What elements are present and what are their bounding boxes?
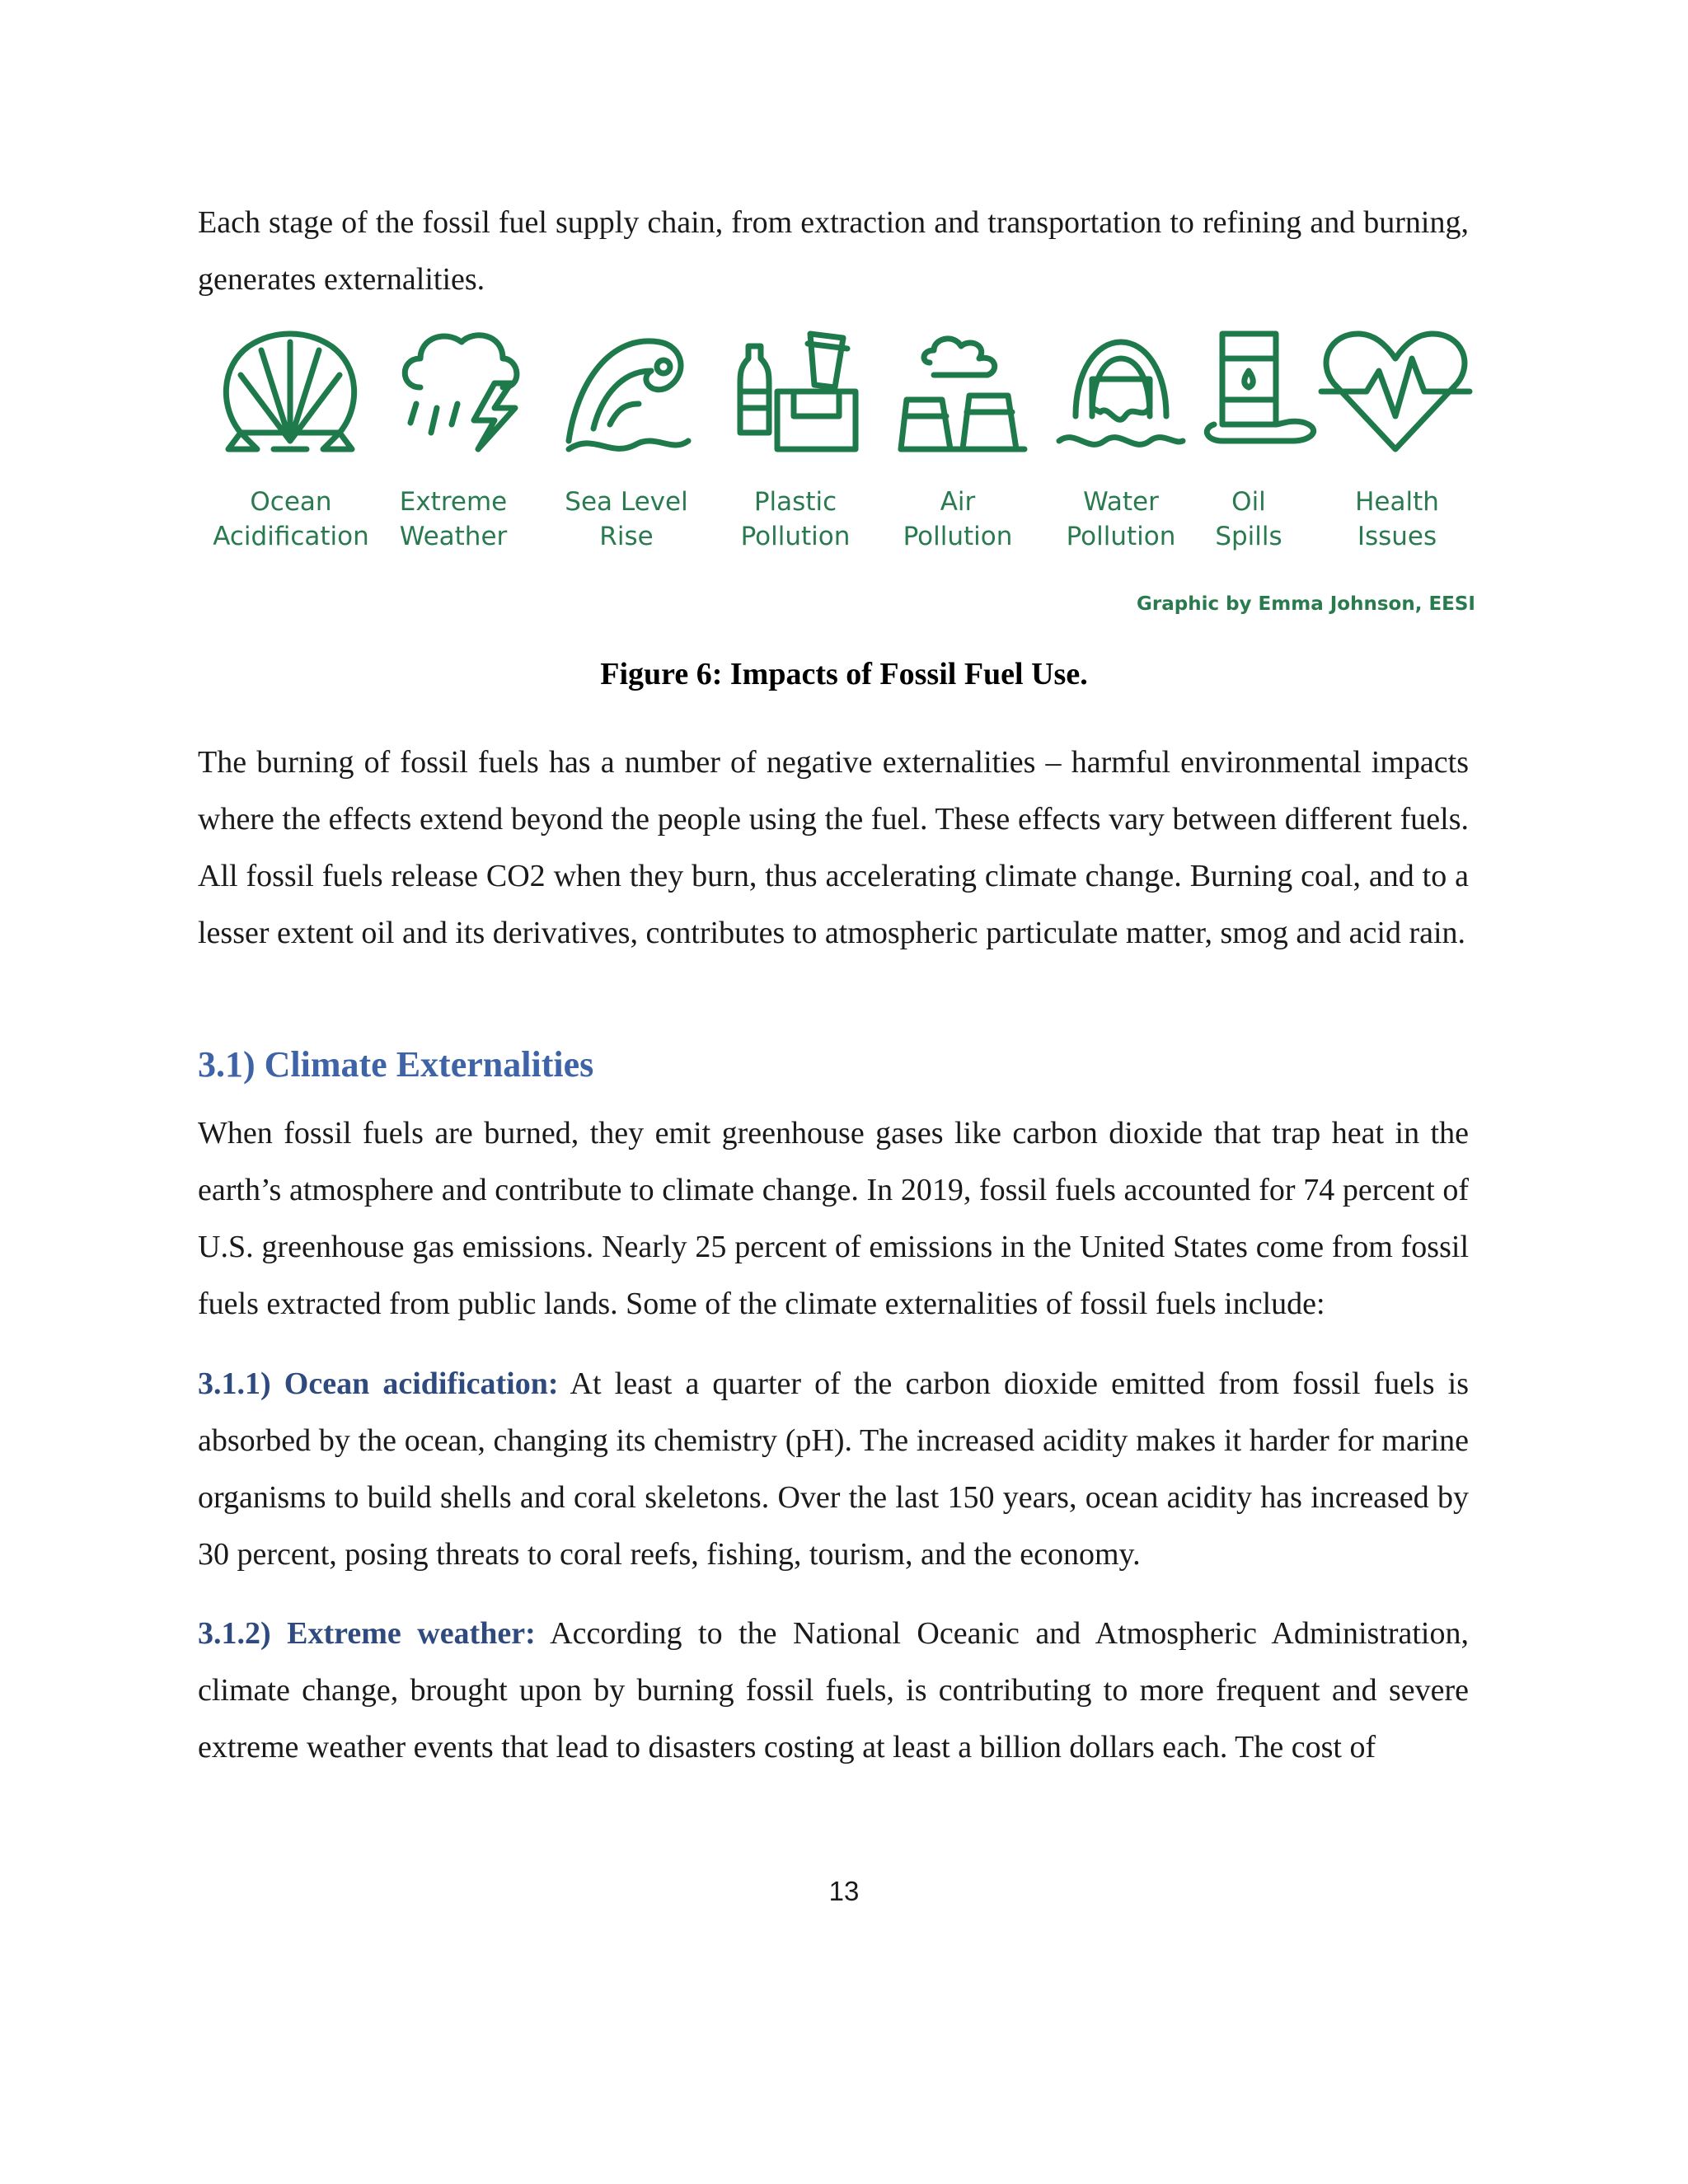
- label-health-issues: Health Issues: [1355, 487, 1439, 551]
- page-number: 13: [828, 1876, 860, 1906]
- plastic-waste-icon: [732, 326, 864, 474]
- label-water-pollution: Water Pollution: [1066, 487, 1176, 551]
- impacts-figure: [198, 326, 1490, 622]
- label-ocean-acidification: Ocean Acidification: [213, 487, 369, 551]
- storm-cloud-icon: [396, 326, 528, 474]
- intro-paragraph: Each stage of the fossil fuel supply chain, from extraction and transportation to refining and burning, generates externalities.: [198, 205, 1469, 297]
- paragraph-climate: When fossil fuels are burned, they emit greenhouse gases like carbon dioxide that trap heat in the earth’s atmosphere and contribute to climate change. In 2019, fossil fuels accounted for 74 percent of U.S. greenhouse gas emissions. Nearly 25 percent of emissions in the United States come from fossil fuels extracted from public lands. Some of the climate externalities of fossil fuels include:: [198, 1116, 1469, 1321]
- paragraph-ocean-acidification: [198, 1356, 1469, 1583]
- label-extreme-weather: Extreme Weather: [399, 487, 508, 551]
- pipe-water-icon: [1055, 326, 1187, 474]
- section-heading: 3.1) Climate Externalities: [198, 1044, 594, 1085]
- paragraph-extreme-weather: [198, 1605, 1469, 1776]
- wave-icon: [560, 326, 692, 474]
- graphic-credit: Graphic by Emma Johnson, EESI: [1136, 593, 1475, 615]
- shell-icon: [216, 326, 364, 474]
- heartbeat-icon: [1317, 326, 1474, 474]
- text-ocean-acidification: At least a quarter of the carbon dioxide emitted from fossil fuels is absorbed by the ocean, changing its chemistry (pH). The increased acidity makes it harder for marine organisms to build shells and coral skeletons. Over the last 150 years, ocean acidity has increased by 30 percent, posing threats to coral reefs, fishing, tourism, and the economy.: [198, 1366, 1469, 1572]
- subheading-ocean-acidification: 3.1.1) Ocean acidification:: [198, 1366, 559, 1401]
- figure-caption: Figure 6: Impacts of Fossil Fuel Use.: [600, 657, 1088, 691]
- label-plastic-pollution: Plastic Pollution: [740, 487, 851, 551]
- label-sea-level-rise: Sea Level Rise: [565, 487, 688, 551]
- label-oil-spills: Oil Spills: [1215, 487, 1282, 551]
- label-air-pollution: Air Pollution: [903, 487, 1013, 551]
- factory-smoke-icon: [897, 326, 1029, 474]
- paragraph-externalities: The burning of fossil fuels has a number of negative externalities – harmful environmental impacts where the effects extend beyond the people using the fuel. These effects vary between different fuels. All fossil fuels release CO2 when they burn, thus accelerating climate change. Burning coal, and to a lesser extent oil and its derivatives, contributes to atmospheric particulate matter, smog and acid rain.: [198, 745, 1469, 950]
- oil-barrel-icon: [1202, 326, 1334, 474]
- subheading-extreme-weather: 3.1.2) Extreme weather:: [198, 1616, 536, 1651]
- text-extreme-weather: According to the National Oceanic and Atmospheric Administration, climate change, brought upon by burning fossil fuels, is contributing to more frequent and severe extreme weather events that lead to disasters costing at least a billion dollars each. The cost of: [198, 1616, 1469, 1765]
